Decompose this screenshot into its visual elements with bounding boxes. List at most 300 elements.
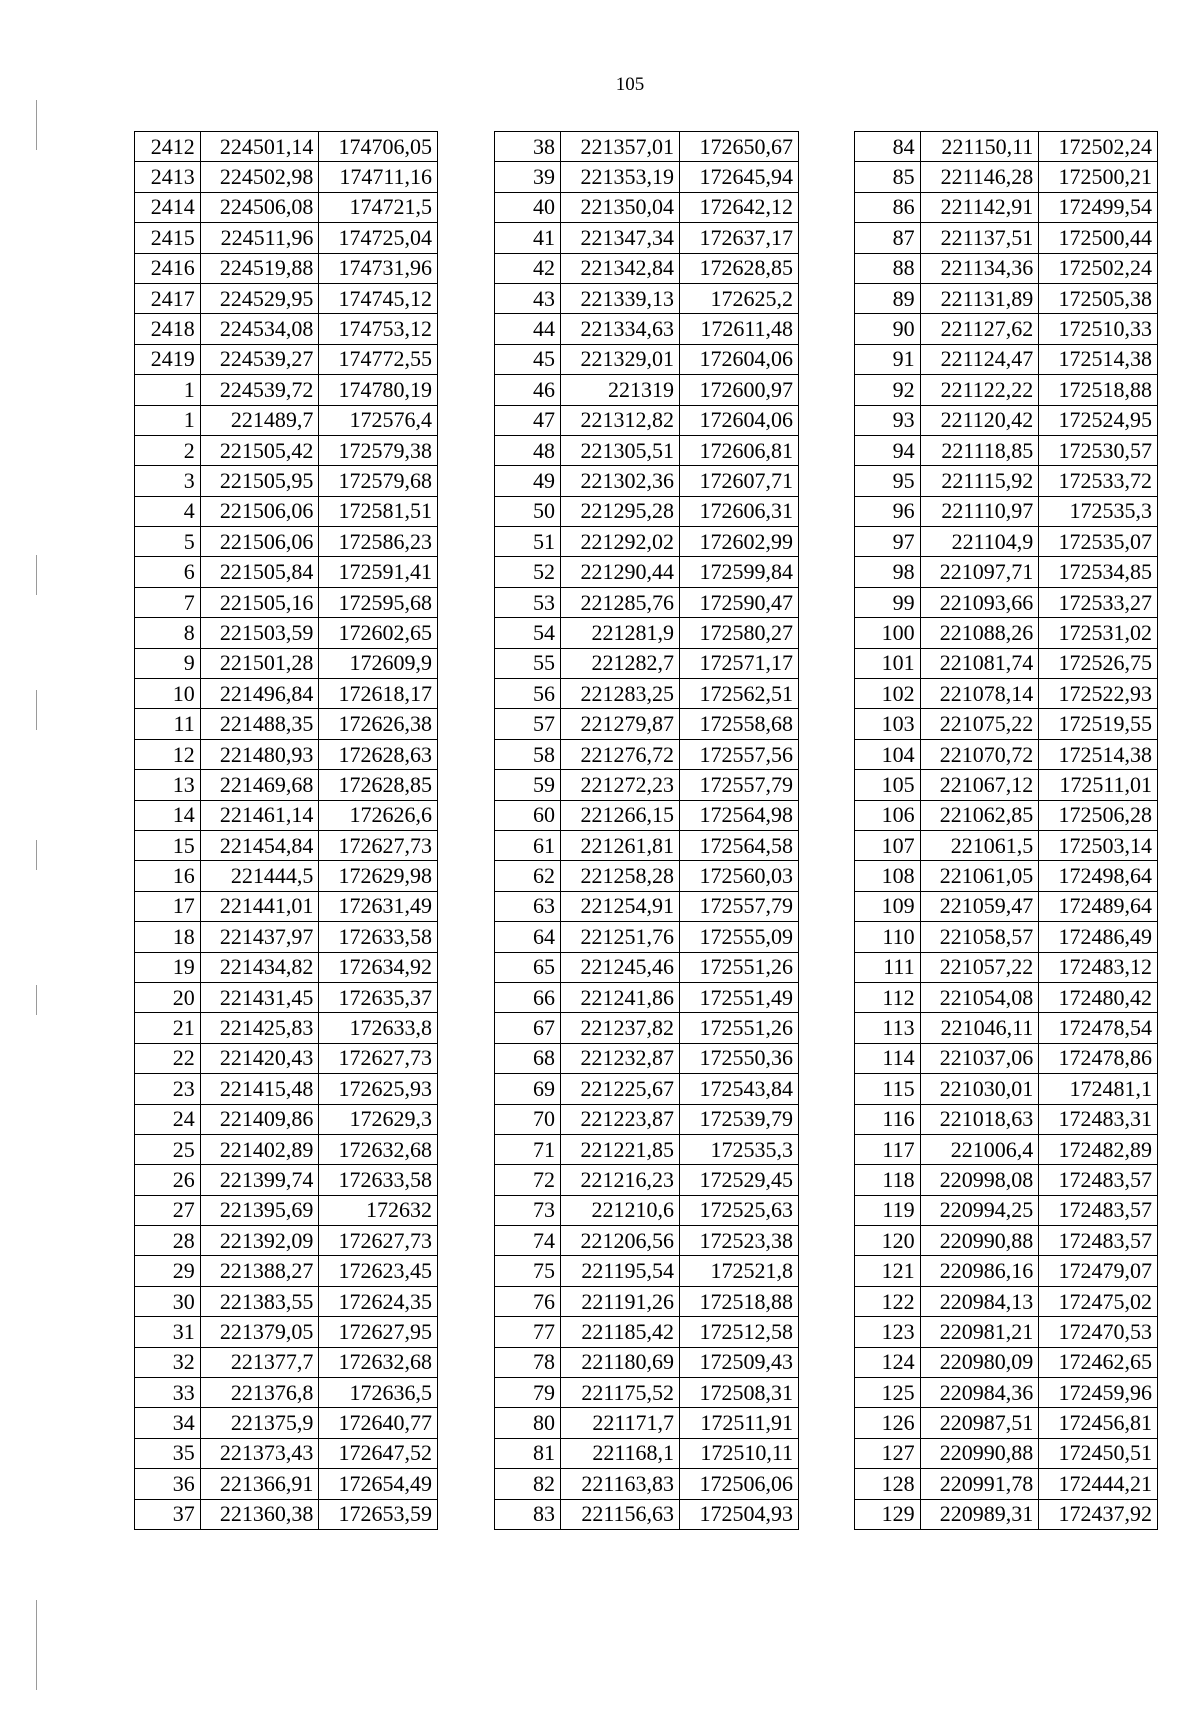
table-row xyxy=(495,800,799,830)
point-number-cell: 128 xyxy=(855,1469,921,1499)
table-row xyxy=(855,587,1158,617)
table-row xyxy=(495,527,799,557)
point-number-cell: 129 xyxy=(855,1499,921,1529)
point-number-cell: 114 xyxy=(855,1043,921,1073)
x-coordinate-cell: 221283,25 xyxy=(561,679,680,709)
table-row xyxy=(495,1317,799,1347)
table-row xyxy=(135,1226,438,1256)
y-coordinate-cell: 172607,71 xyxy=(680,466,799,496)
table-row xyxy=(495,679,799,709)
table-row xyxy=(855,1195,1158,1225)
table-row xyxy=(855,192,1158,222)
point-number-cell: 124 xyxy=(855,1347,921,1377)
x-coordinate-cell: 221115,92 xyxy=(920,466,1039,496)
table-row xyxy=(855,253,1158,283)
point-number-cell: 42 xyxy=(495,253,561,283)
table-row xyxy=(495,709,799,739)
x-coordinate-cell: 221245,46 xyxy=(561,952,680,982)
table-row xyxy=(855,618,1158,648)
x-coordinate-cell: 224511,96 xyxy=(200,223,319,253)
point-number-cell: 28 xyxy=(135,1226,201,1256)
point-number-cell: 1 xyxy=(135,405,201,435)
y-coordinate-cell: 172514,38 xyxy=(1039,344,1158,374)
x-coordinate-cell: 221097,71 xyxy=(920,557,1039,587)
y-coordinate-cell: 172489,64 xyxy=(1039,891,1158,921)
table-row xyxy=(495,648,799,678)
x-coordinate-cell: 221142,91 xyxy=(920,192,1039,222)
y-coordinate-cell: 172576,4 xyxy=(319,405,438,435)
point-number-cell: 111 xyxy=(855,952,921,982)
point-number-cell: 13 xyxy=(135,770,201,800)
point-number-cell: 101 xyxy=(855,648,921,678)
table-row xyxy=(135,1104,438,1134)
point-number-cell: 119 xyxy=(855,1195,921,1225)
point-number-cell: 59 xyxy=(495,770,561,800)
y-coordinate-cell: 172506,28 xyxy=(1039,800,1158,830)
x-coordinate-cell: 221279,87 xyxy=(561,709,680,739)
x-coordinate-cell: 221216,23 xyxy=(561,1165,680,1195)
x-coordinate-cell: 221127,62 xyxy=(920,314,1039,344)
point-number-cell: 123 xyxy=(855,1317,921,1347)
point-number-cell: 43 xyxy=(495,283,561,313)
scan-margin-mark xyxy=(36,840,37,870)
y-coordinate-cell: 172618,17 xyxy=(319,679,438,709)
x-coordinate-cell: 221018,63 xyxy=(920,1104,1039,1134)
x-coordinate-cell: 221232,87 xyxy=(561,1043,680,1073)
table-row xyxy=(855,1226,1158,1256)
table-row xyxy=(135,1074,438,1104)
table-row xyxy=(135,891,438,921)
point-number-cell: 106 xyxy=(855,800,921,830)
y-coordinate-cell: 172478,54 xyxy=(1039,1013,1158,1043)
point-number-cell: 30 xyxy=(135,1286,201,1316)
y-coordinate-cell: 172482,89 xyxy=(1039,1134,1158,1164)
y-coordinate-cell: 172602,65 xyxy=(319,618,438,648)
point-number-cell: 77 xyxy=(495,1317,561,1347)
table-row xyxy=(855,466,1158,496)
point-number-cell: 34 xyxy=(135,1408,201,1438)
table-row xyxy=(135,922,438,952)
scan-margin-mark xyxy=(36,690,37,730)
table-row xyxy=(855,648,1158,678)
x-coordinate-cell: 221437,97 xyxy=(200,922,319,952)
y-coordinate-cell: 172637,17 xyxy=(680,223,799,253)
y-coordinate-cell: 172653,59 xyxy=(319,1499,438,1529)
x-coordinate-cell: 221175,52 xyxy=(561,1378,680,1408)
x-coordinate-cell: 221503,59 xyxy=(200,618,319,648)
point-number-cell: 91 xyxy=(855,344,921,374)
table-row xyxy=(495,1226,799,1256)
y-coordinate-cell: 172633,8 xyxy=(319,1013,438,1043)
y-coordinate-cell: 172478,86 xyxy=(1039,1043,1158,1073)
table-row xyxy=(495,1043,799,1073)
table-row xyxy=(855,830,1158,860)
x-coordinate-cell: 220994,25 xyxy=(920,1195,1039,1225)
point-number-cell: 86 xyxy=(855,192,921,222)
x-coordinate-cell: 221093,66 xyxy=(920,587,1039,617)
y-coordinate-cell: 172571,17 xyxy=(680,648,799,678)
y-coordinate-cell: 172505,38 xyxy=(1039,283,1158,313)
y-coordinate-cell: 172500,21 xyxy=(1039,162,1158,192)
table-row xyxy=(495,405,799,435)
y-coordinate-cell: 172645,94 xyxy=(680,162,799,192)
table-row xyxy=(855,952,1158,982)
point-number-cell: 24 xyxy=(135,1104,201,1134)
x-coordinate-cell: 221480,93 xyxy=(200,739,319,769)
y-coordinate-cell: 172524,95 xyxy=(1039,405,1158,435)
point-number-cell: 49 xyxy=(495,466,561,496)
point-number-cell: 65 xyxy=(495,952,561,982)
table-row xyxy=(135,192,438,222)
coordinate-table-2 xyxy=(494,131,799,1530)
point-number-cell: 14 xyxy=(135,800,201,830)
x-coordinate-cell: 221030,01 xyxy=(920,1074,1039,1104)
y-coordinate-cell: 172628,85 xyxy=(680,253,799,283)
table-row xyxy=(135,253,438,283)
point-number-cell: 40 xyxy=(495,192,561,222)
y-coordinate-cell: 172498,64 xyxy=(1039,861,1158,891)
table-row xyxy=(495,435,799,465)
table-row xyxy=(855,1408,1158,1438)
x-coordinate-cell: 220987,51 xyxy=(920,1408,1039,1438)
x-coordinate-cell: 221058,57 xyxy=(920,922,1039,952)
y-coordinate-cell: 172606,81 xyxy=(680,435,799,465)
point-number-cell: 70 xyxy=(495,1104,561,1134)
point-number-cell: 38 xyxy=(495,132,561,162)
table-row xyxy=(495,1469,799,1499)
point-number-cell: 32 xyxy=(135,1347,201,1377)
x-coordinate-cell: 220986,16 xyxy=(920,1256,1039,1286)
y-coordinate-cell: 172512,58 xyxy=(680,1317,799,1347)
y-coordinate-cell: 172456,81 xyxy=(1039,1408,1158,1438)
y-coordinate-cell: 172475,02 xyxy=(1039,1286,1158,1316)
point-number-cell: 3 xyxy=(135,466,201,496)
x-coordinate-cell: 221191,26 xyxy=(561,1286,680,1316)
x-coordinate-cell: 221131,89 xyxy=(920,283,1039,313)
y-coordinate-cell: 172632 xyxy=(319,1195,438,1225)
table-row xyxy=(855,709,1158,739)
x-coordinate-cell: 221395,69 xyxy=(200,1195,319,1225)
scan-margin-mark xyxy=(36,100,37,150)
coordinate-table-3 xyxy=(854,131,1158,1530)
y-coordinate-cell: 172640,77 xyxy=(319,1408,438,1438)
y-coordinate-cell: 172483,57 xyxy=(1039,1165,1158,1195)
table-row xyxy=(855,405,1158,435)
x-coordinate-cell: 221088,26 xyxy=(920,618,1039,648)
table-row xyxy=(135,1499,438,1529)
y-coordinate-cell: 172519,55 xyxy=(1039,709,1158,739)
x-coordinate-cell: 221237,82 xyxy=(561,1013,680,1043)
x-coordinate-cell: 221120,42 xyxy=(920,405,1039,435)
table-row xyxy=(495,891,799,921)
x-coordinate-cell: 221210,6 xyxy=(561,1195,680,1225)
point-number-cell: 25 xyxy=(135,1134,201,1164)
x-coordinate-cell: 220984,13 xyxy=(920,1286,1039,1316)
table-row xyxy=(135,982,438,1012)
x-coordinate-cell: 221059,47 xyxy=(920,891,1039,921)
x-coordinate-cell: 221118,85 xyxy=(920,435,1039,465)
point-number-cell: 103 xyxy=(855,709,921,739)
y-coordinate-cell: 172506,06 xyxy=(680,1469,799,1499)
y-coordinate-cell: 172626,38 xyxy=(319,709,438,739)
x-coordinate-cell: 221258,28 xyxy=(561,861,680,891)
point-number-cell: 45 xyxy=(495,344,561,374)
y-coordinate-cell: 172511,01 xyxy=(1039,770,1158,800)
point-number-cell: 62 xyxy=(495,861,561,891)
y-coordinate-cell: 172437,92 xyxy=(1039,1499,1158,1529)
table-row xyxy=(495,1256,799,1286)
y-coordinate-cell: 172510,11 xyxy=(680,1438,799,1468)
y-coordinate-cell: 172535,07 xyxy=(1039,527,1158,557)
y-coordinate-cell: 172514,38 xyxy=(1039,739,1158,769)
x-coordinate-cell: 221444,5 xyxy=(200,861,319,891)
table-row xyxy=(135,1195,438,1225)
point-number-cell: 112 xyxy=(855,982,921,1012)
table-row xyxy=(135,800,438,830)
point-number-cell: 102 xyxy=(855,679,921,709)
table-row xyxy=(135,1347,438,1377)
table-row xyxy=(495,922,799,952)
x-coordinate-cell: 221272,23 xyxy=(561,770,680,800)
table-row xyxy=(495,557,799,587)
point-number-cell: 68 xyxy=(495,1043,561,1073)
x-coordinate-cell: 221195,54 xyxy=(561,1256,680,1286)
y-coordinate-cell: 174725,04 xyxy=(319,223,438,253)
x-coordinate-cell: 221409,86 xyxy=(200,1104,319,1134)
point-number-cell: 12 xyxy=(135,739,201,769)
table-row xyxy=(135,861,438,891)
y-coordinate-cell: 172533,27 xyxy=(1039,587,1158,617)
y-coordinate-cell: 172557,79 xyxy=(680,770,799,800)
x-coordinate-cell: 221379,05 xyxy=(200,1317,319,1347)
y-coordinate-cell: 172595,68 xyxy=(319,587,438,617)
point-number-cell: 2419 xyxy=(135,344,201,374)
y-coordinate-cell: 172502,24 xyxy=(1039,253,1158,283)
table-row xyxy=(495,1195,799,1225)
point-number-cell: 33 xyxy=(135,1378,201,1408)
point-number-cell: 78 xyxy=(495,1347,561,1377)
x-coordinate-cell: 221221,85 xyxy=(561,1134,680,1164)
x-coordinate-cell: 221078,14 xyxy=(920,679,1039,709)
y-coordinate-cell: 174706,05 xyxy=(319,132,438,162)
point-number-cell: 5 xyxy=(135,527,201,557)
x-coordinate-cell: 221146,28 xyxy=(920,162,1039,192)
point-number-cell: 94 xyxy=(855,435,921,465)
x-coordinate-cell: 221425,83 xyxy=(200,1013,319,1043)
y-coordinate-cell: 172543,84 xyxy=(680,1074,799,1104)
y-coordinate-cell: 172600,97 xyxy=(680,375,799,405)
point-number-cell: 47 xyxy=(495,405,561,435)
x-coordinate-cell: 220990,88 xyxy=(920,1438,1039,1468)
y-coordinate-cell: 172629,3 xyxy=(319,1104,438,1134)
y-coordinate-cell: 172624,35 xyxy=(319,1286,438,1316)
y-coordinate-cell: 172560,03 xyxy=(680,861,799,891)
x-coordinate-cell: 224502,98 xyxy=(200,162,319,192)
table-row xyxy=(855,739,1158,769)
table-row xyxy=(855,435,1158,465)
x-coordinate-cell: 224501,14 xyxy=(200,132,319,162)
table-row xyxy=(495,982,799,1012)
point-number-cell: 44 xyxy=(495,314,561,344)
y-coordinate-cell: 172564,98 xyxy=(680,800,799,830)
x-coordinate-cell: 221441,01 xyxy=(200,891,319,921)
x-coordinate-cell: 221006,4 xyxy=(920,1134,1039,1164)
y-coordinate-cell: 172627,73 xyxy=(319,1043,438,1073)
table-row xyxy=(495,1378,799,1408)
point-number-cell: 67 xyxy=(495,1013,561,1043)
point-number-cell: 87 xyxy=(855,223,921,253)
x-coordinate-cell: 221261,81 xyxy=(561,830,680,860)
y-coordinate-cell: 172627,73 xyxy=(319,830,438,860)
x-coordinate-cell: 221420,43 xyxy=(200,1043,319,1073)
point-number-cell: 21 xyxy=(135,1013,201,1043)
point-number-cell: 117 xyxy=(855,1134,921,1164)
point-number-cell: 22 xyxy=(135,1043,201,1073)
x-coordinate-cell: 220990,88 xyxy=(920,1226,1039,1256)
y-coordinate-cell: 172508,31 xyxy=(680,1378,799,1408)
point-number-cell: 56 xyxy=(495,679,561,709)
table-row xyxy=(495,1165,799,1195)
x-coordinate-cell: 221163,83 xyxy=(561,1469,680,1499)
table-row xyxy=(495,253,799,283)
x-coordinate-cell: 221505,84 xyxy=(200,557,319,587)
y-coordinate-cell: 172483,57 xyxy=(1039,1195,1158,1225)
table-row xyxy=(855,1378,1158,1408)
table-row xyxy=(495,830,799,860)
table-row xyxy=(855,770,1158,800)
point-number-cell: 121 xyxy=(855,1256,921,1286)
y-coordinate-cell: 172580,27 xyxy=(680,618,799,648)
y-coordinate-cell: 172627,95 xyxy=(319,1317,438,1347)
x-coordinate-cell: 224539,27 xyxy=(200,344,319,374)
table-row xyxy=(135,770,438,800)
y-coordinate-cell: 172632,68 xyxy=(319,1347,438,1377)
y-coordinate-cell: 174753,12 xyxy=(319,314,438,344)
point-number-cell: 120 xyxy=(855,1226,921,1256)
x-coordinate-cell: 221377,7 xyxy=(200,1347,319,1377)
y-coordinate-cell: 172523,38 xyxy=(680,1226,799,1256)
point-number-cell: 85 xyxy=(855,162,921,192)
table-row xyxy=(135,283,438,313)
point-number-cell: 80 xyxy=(495,1408,561,1438)
table-row xyxy=(495,952,799,982)
point-number-cell: 18 xyxy=(135,922,201,952)
x-coordinate-cell: 221290,44 xyxy=(561,557,680,587)
y-coordinate-cell: 172625,2 xyxy=(680,283,799,313)
table-row xyxy=(855,527,1158,557)
point-number-cell: 2414 xyxy=(135,192,201,222)
x-coordinate-cell: 224534,08 xyxy=(200,314,319,344)
y-coordinate-cell: 172551,26 xyxy=(680,952,799,982)
y-coordinate-cell: 172599,84 xyxy=(680,557,799,587)
point-number-cell: 2413 xyxy=(135,162,201,192)
y-coordinate-cell: 174745,12 xyxy=(319,283,438,313)
x-coordinate-cell: 221375,9 xyxy=(200,1408,319,1438)
x-coordinate-cell: 221185,42 xyxy=(561,1317,680,1347)
y-coordinate-cell: 172609,9 xyxy=(319,648,438,678)
table-row xyxy=(495,1104,799,1134)
y-coordinate-cell: 172510,33 xyxy=(1039,314,1158,344)
y-coordinate-cell: 172604,06 xyxy=(680,344,799,374)
table-row xyxy=(495,192,799,222)
table-row xyxy=(495,132,799,162)
point-number-cell: 55 xyxy=(495,648,561,678)
table-row xyxy=(135,952,438,982)
y-coordinate-cell: 172499,54 xyxy=(1039,192,1158,222)
table-row xyxy=(135,435,438,465)
y-coordinate-cell: 172557,79 xyxy=(680,891,799,921)
x-coordinate-cell: 221505,95 xyxy=(200,466,319,496)
table-row xyxy=(855,861,1158,891)
point-number-cell: 113 xyxy=(855,1013,921,1043)
y-coordinate-cell: 172623,45 xyxy=(319,1256,438,1286)
y-coordinate-cell: 172633,58 xyxy=(319,1165,438,1195)
point-number-cell: 88 xyxy=(855,253,921,283)
table-row xyxy=(855,132,1158,162)
y-coordinate-cell: 174780,19 xyxy=(319,375,438,405)
table-row xyxy=(855,344,1158,374)
table-row xyxy=(135,314,438,344)
point-number-cell: 60 xyxy=(495,800,561,830)
point-number-cell: 74 xyxy=(495,1226,561,1256)
table-row xyxy=(495,162,799,192)
table-row xyxy=(495,1438,799,1468)
table-row xyxy=(855,1104,1158,1134)
point-number-cell: 35 xyxy=(135,1438,201,1468)
x-coordinate-cell: 221334,63 xyxy=(561,314,680,344)
point-number-cell: 116 xyxy=(855,1104,921,1134)
point-number-cell: 2415 xyxy=(135,223,201,253)
x-coordinate-cell: 221469,68 xyxy=(200,770,319,800)
table-row xyxy=(135,162,438,192)
point-number-cell: 2 xyxy=(135,435,201,465)
y-coordinate-cell: 172550,36 xyxy=(680,1043,799,1073)
point-number-cell: 66 xyxy=(495,982,561,1012)
point-number-cell: 39 xyxy=(495,162,561,192)
x-coordinate-cell: 221070,72 xyxy=(920,739,1039,769)
x-coordinate-cell: 221254,91 xyxy=(561,891,680,921)
y-coordinate-cell: 172604,06 xyxy=(680,405,799,435)
x-coordinate-cell: 221461,14 xyxy=(200,800,319,830)
point-number-cell: 82 xyxy=(495,1469,561,1499)
y-coordinate-cell: 172533,72 xyxy=(1039,466,1158,496)
table-row xyxy=(855,1286,1158,1316)
x-coordinate-cell: 221376,8 xyxy=(200,1378,319,1408)
point-number-cell: 127 xyxy=(855,1438,921,1468)
y-coordinate-cell: 172509,43 xyxy=(680,1347,799,1377)
table-row xyxy=(495,1408,799,1438)
table-row xyxy=(135,557,438,587)
y-coordinate-cell: 172654,49 xyxy=(319,1469,438,1499)
table-row xyxy=(135,648,438,678)
x-coordinate-cell: 221137,51 xyxy=(920,223,1039,253)
point-number-cell: 81 xyxy=(495,1438,561,1468)
x-coordinate-cell: 221057,22 xyxy=(920,952,1039,982)
point-number-cell: 2412 xyxy=(135,132,201,162)
table-row xyxy=(495,1013,799,1043)
x-coordinate-cell: 221506,06 xyxy=(200,527,319,557)
table-row xyxy=(135,527,438,557)
x-coordinate-cell: 221061,5 xyxy=(920,830,1039,860)
y-coordinate-cell: 172591,41 xyxy=(319,557,438,587)
x-coordinate-cell: 221241,86 xyxy=(561,982,680,1012)
x-coordinate-cell: 221122,22 xyxy=(920,375,1039,405)
point-number-cell: 92 xyxy=(855,375,921,405)
x-coordinate-cell: 221488,35 xyxy=(200,709,319,739)
x-coordinate-cell: 220998,08 xyxy=(920,1165,1039,1195)
y-coordinate-cell: 172502,24 xyxy=(1039,132,1158,162)
table-row xyxy=(495,1286,799,1316)
